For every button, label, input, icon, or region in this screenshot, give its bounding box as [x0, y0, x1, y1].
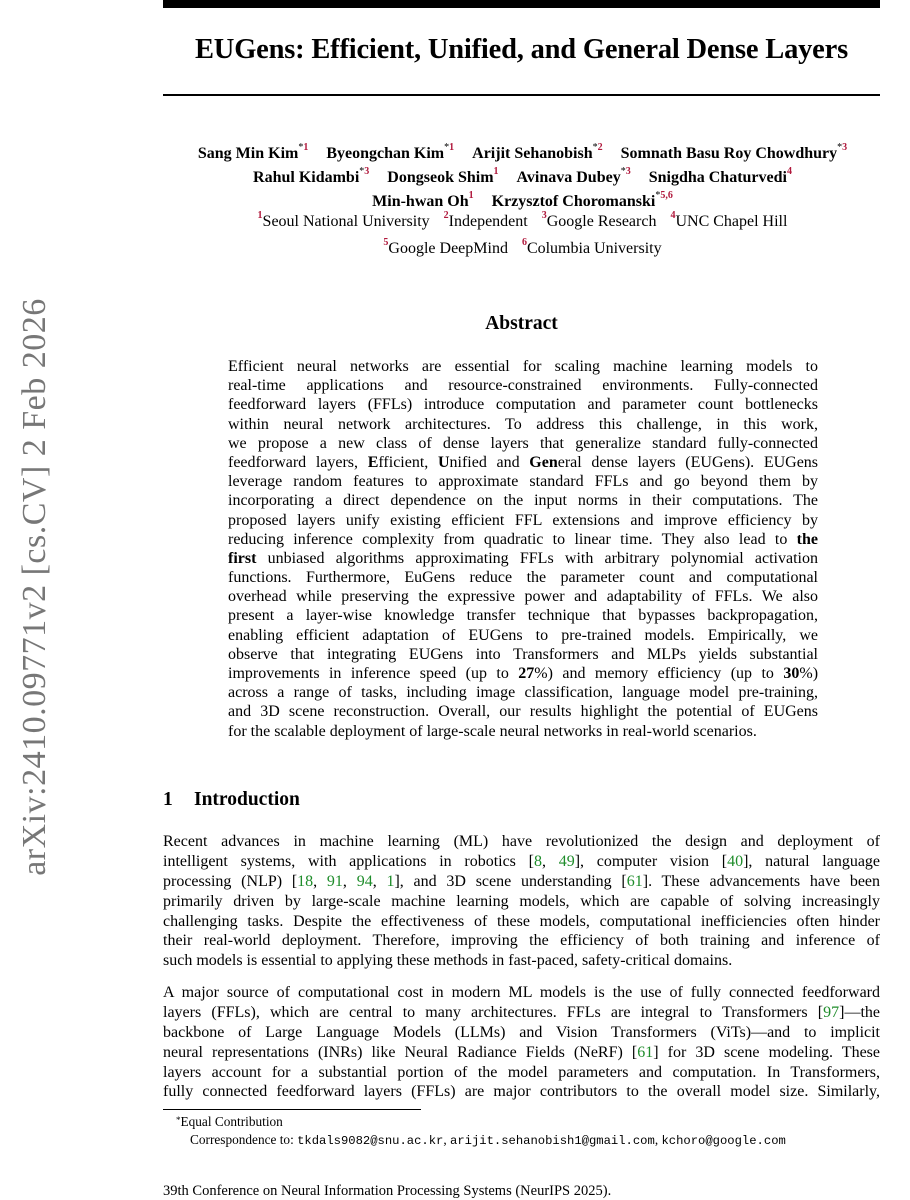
- paragraph-line: A major source of computational cost in modern ML models is the use of fully connected feedforward: [163, 984, 880, 1001]
- footnote-correspondence: Correspondence to: tkdals9082@snu.ac.kr, arijit.sehanobish1@gmail.com, kchoro@google.com: [190, 1132, 786, 1148]
- paragraph-line: layers account for a substantial portion of the model parameters and computation. In Transformers,: [163, 1063, 880, 1081]
- abstract-line: functions. Furthermore, EuGens reduce the parameter count and computational: [228, 569, 818, 587]
- email-1[interactable]: tkdals9082@snu.ac.kr: [297, 1134, 444, 1148]
- author-name: Sang Min Kim$^{*1}$: [197, 142, 309, 162]
- affiliations-row-1: [150, 210, 895, 231]
- section-heading-introduction: [163, 789, 300, 811]
- abstract-line: feedforward layers, Efficient, Unified and General dense layers (EUGens). EUGens: [228, 453, 819, 471]
- title-rule: [163, 94, 880, 96]
- abstract-line: proposed layers unify existing efficient FFL extensions and improve efficiency by: [228, 511, 818, 529]
- author-name: Min-hwan Oh$^1$: [372, 190, 474, 210]
- affiliation: $^1$Seoul National University: [257, 210, 430, 230]
- abstract-line: overhead while preserving the expressive power and adaptability of FFLs. We also: [228, 588, 818, 606]
- author-name: Arijit Sehanobish$^{*2}$: [472, 142, 603, 162]
- affiliation: $^6$Columbia University: [521, 237, 662, 257]
- paragraph-line: primarily driven by large-scale machine learning models, which are capable of solving increasingly: [163, 892, 880, 910]
- footnote-rule: [163, 1109, 421, 1110]
- author-name: Somnath Basu Roy Chowdhury$^{*3}$: [620, 142, 848, 162]
- affiliation: $^3$Google Research: [541, 210, 657, 230]
- paragraph-line: layers (FFLs), which are central to many architectures. FFLs are integral to Transformers [97]—the: [163, 1003, 880, 1021]
- abstract-line: within neural network architectures. To address this challenge, in this work,: [228, 415, 818, 433]
- paragraph-line: challenging tasks. Despite the effectiveness of these models, computational inefficiencies often hinder: [163, 912, 880, 930]
- author-name: Byeongchan Kim$^{*1}$: [326, 142, 455, 162]
- paragraph-line: Recent advances in machine learning (ML) have revolutionized the design and deployment of: [163, 833, 880, 850]
- venue-line: 39th Conference on Neural Information Processing Systems (NeurIPS 2025).: [163, 1183, 612, 1199]
- abstract-line: leverage random features to approximate standard FFLs and go beyond them by: [228, 473, 818, 491]
- author-name: Avinava Dubey$^{*3}$: [516, 166, 631, 186]
- authors-row-3: [150, 190, 895, 211]
- abstract-line: feedforward layers (FFLs) introduce computation and parameter count bottlenecks: [228, 396, 818, 414]
- email-2[interactable]: arijit.sehanobish1@gmail.com: [450, 1134, 655, 1148]
- abstract-line: real-time applications and resource-constrained environments. Fully-connected: [228, 377, 818, 395]
- abstract-line: Efficient neural networks are essential for scaling machine learning models to: [228, 358, 818, 375]
- footnote: [176, 1113, 786, 1150]
- email-3[interactable]: kchoro@google.com: [661, 1134, 786, 1148]
- paragraph-line: fully connected feedforward layers (FFLs) are major contributors to the overall model size. Similarly,: [163, 1083, 880, 1101]
- abstract-line: observe that integrating EUGens into Transformers and MLPs yields substantial: [228, 645, 818, 663]
- abstract-line: enabling efficient adaptation of EUGens to pre-trained models. Empirically, we: [228, 626, 818, 644]
- abstract-line: for the scalable deployment of large-scale neural networks in real-world scenarios.: [228, 722, 757, 740]
- authors-row-1: [150, 142, 895, 163]
- arxiv-stamp-text: arXiv:2410.09771v2 [cs.CV] 2 Feb 2026: [16, 298, 53, 876]
- intro-paragraph-1: [163, 832, 880, 971]
- author-name: Dongseok Shim$^1$: [387, 166, 499, 186]
- paragraph-line: backbone of Large Language Models (LLMs) and Vision Transformers (ViTs)—and to implicit: [163, 1023, 880, 1041]
- author-name: Rahul Kidambi$^{*3}$: [253, 166, 370, 186]
- affiliation: $^5$Google DeepMind: [383, 237, 508, 257]
- top-rule: [163, 0, 880, 8]
- abstract-line: and 3D scene reconstruction. Overall, our results highlight the potential of EUGens: [228, 703, 818, 721]
- paragraph-line: neural representations (INRs) like Neural Radiance Fields (NeRF) [61] for 3D scene modeling. These: [163, 1043, 881, 1061]
- abstract-heading: Abstract: [485, 313, 558, 334]
- abstract-line: incorporating a direct dependence on the input norms in their computations. The: [228, 492, 818, 510]
- section-title: Introduction: [194, 789, 300, 810]
- abstract-line: improvements in inference speed (up to 27%) and memory efficiency (up to 30%): [228, 665, 819, 682]
- affiliation: $^2$Independent: [443, 210, 528, 230]
- paper-title: EUGens: Efficient, Unified, and General Dense Layers: [195, 34, 848, 65]
- affiliations-row-2: [150, 237, 895, 258]
- section-number: 1: [163, 789, 173, 810]
- paragraph-line: intelligent systems, with applications in robotics [8, 49], computer vision [40], natural language: [163, 852, 881, 870]
- abstract-body: [228, 357, 818, 741]
- abstract-line: across a range of tasks, including image classification, language model pre-training,: [228, 684, 818, 702]
- footnote-equal-contribution: *Equal Contribution: [176, 1114, 283, 1129]
- authors-row-2: [150, 166, 895, 187]
- abstract-line: we propose a new class of dense layers that generalize standard fully-connected: [228, 434, 818, 452]
- author-name: Krzysztof Choromanski$^{*5,6}$: [491, 190, 673, 210]
- abstract-line: reducing inference complexity from quadratic to linear time. They also lead to the: [228, 530, 818, 548]
- author-name: Snigdha Chaturvedi$^4$: [648, 166, 792, 186]
- intro-paragraph-2: [163, 983, 880, 1102]
- abstract-line: present a layer-wise knowledge transfer technique that bypasses backpropagation,: [228, 607, 818, 625]
- arxiv-stamp: [0, 0, 53, 1200]
- affiliation: $^4$UNC Chapel Hill: [670, 210, 788, 230]
- paragraph-line: such models is essential to applying these methods in fast-paced, safety-critical domains.: [163, 952, 733, 970]
- paragraph-line: their real-world deployment. Therefore, improving the efficiency of both training and inference of: [163, 932, 880, 950]
- paragraph-line: processing (NLP) [18, 91, 94, 1], and 3D scene understanding [61]. These advancements have been: [163, 872, 881, 890]
- abstract-line: first unbiased algorithms approximating FFLs with arbitrary polynomial activation: [228, 549, 818, 567]
